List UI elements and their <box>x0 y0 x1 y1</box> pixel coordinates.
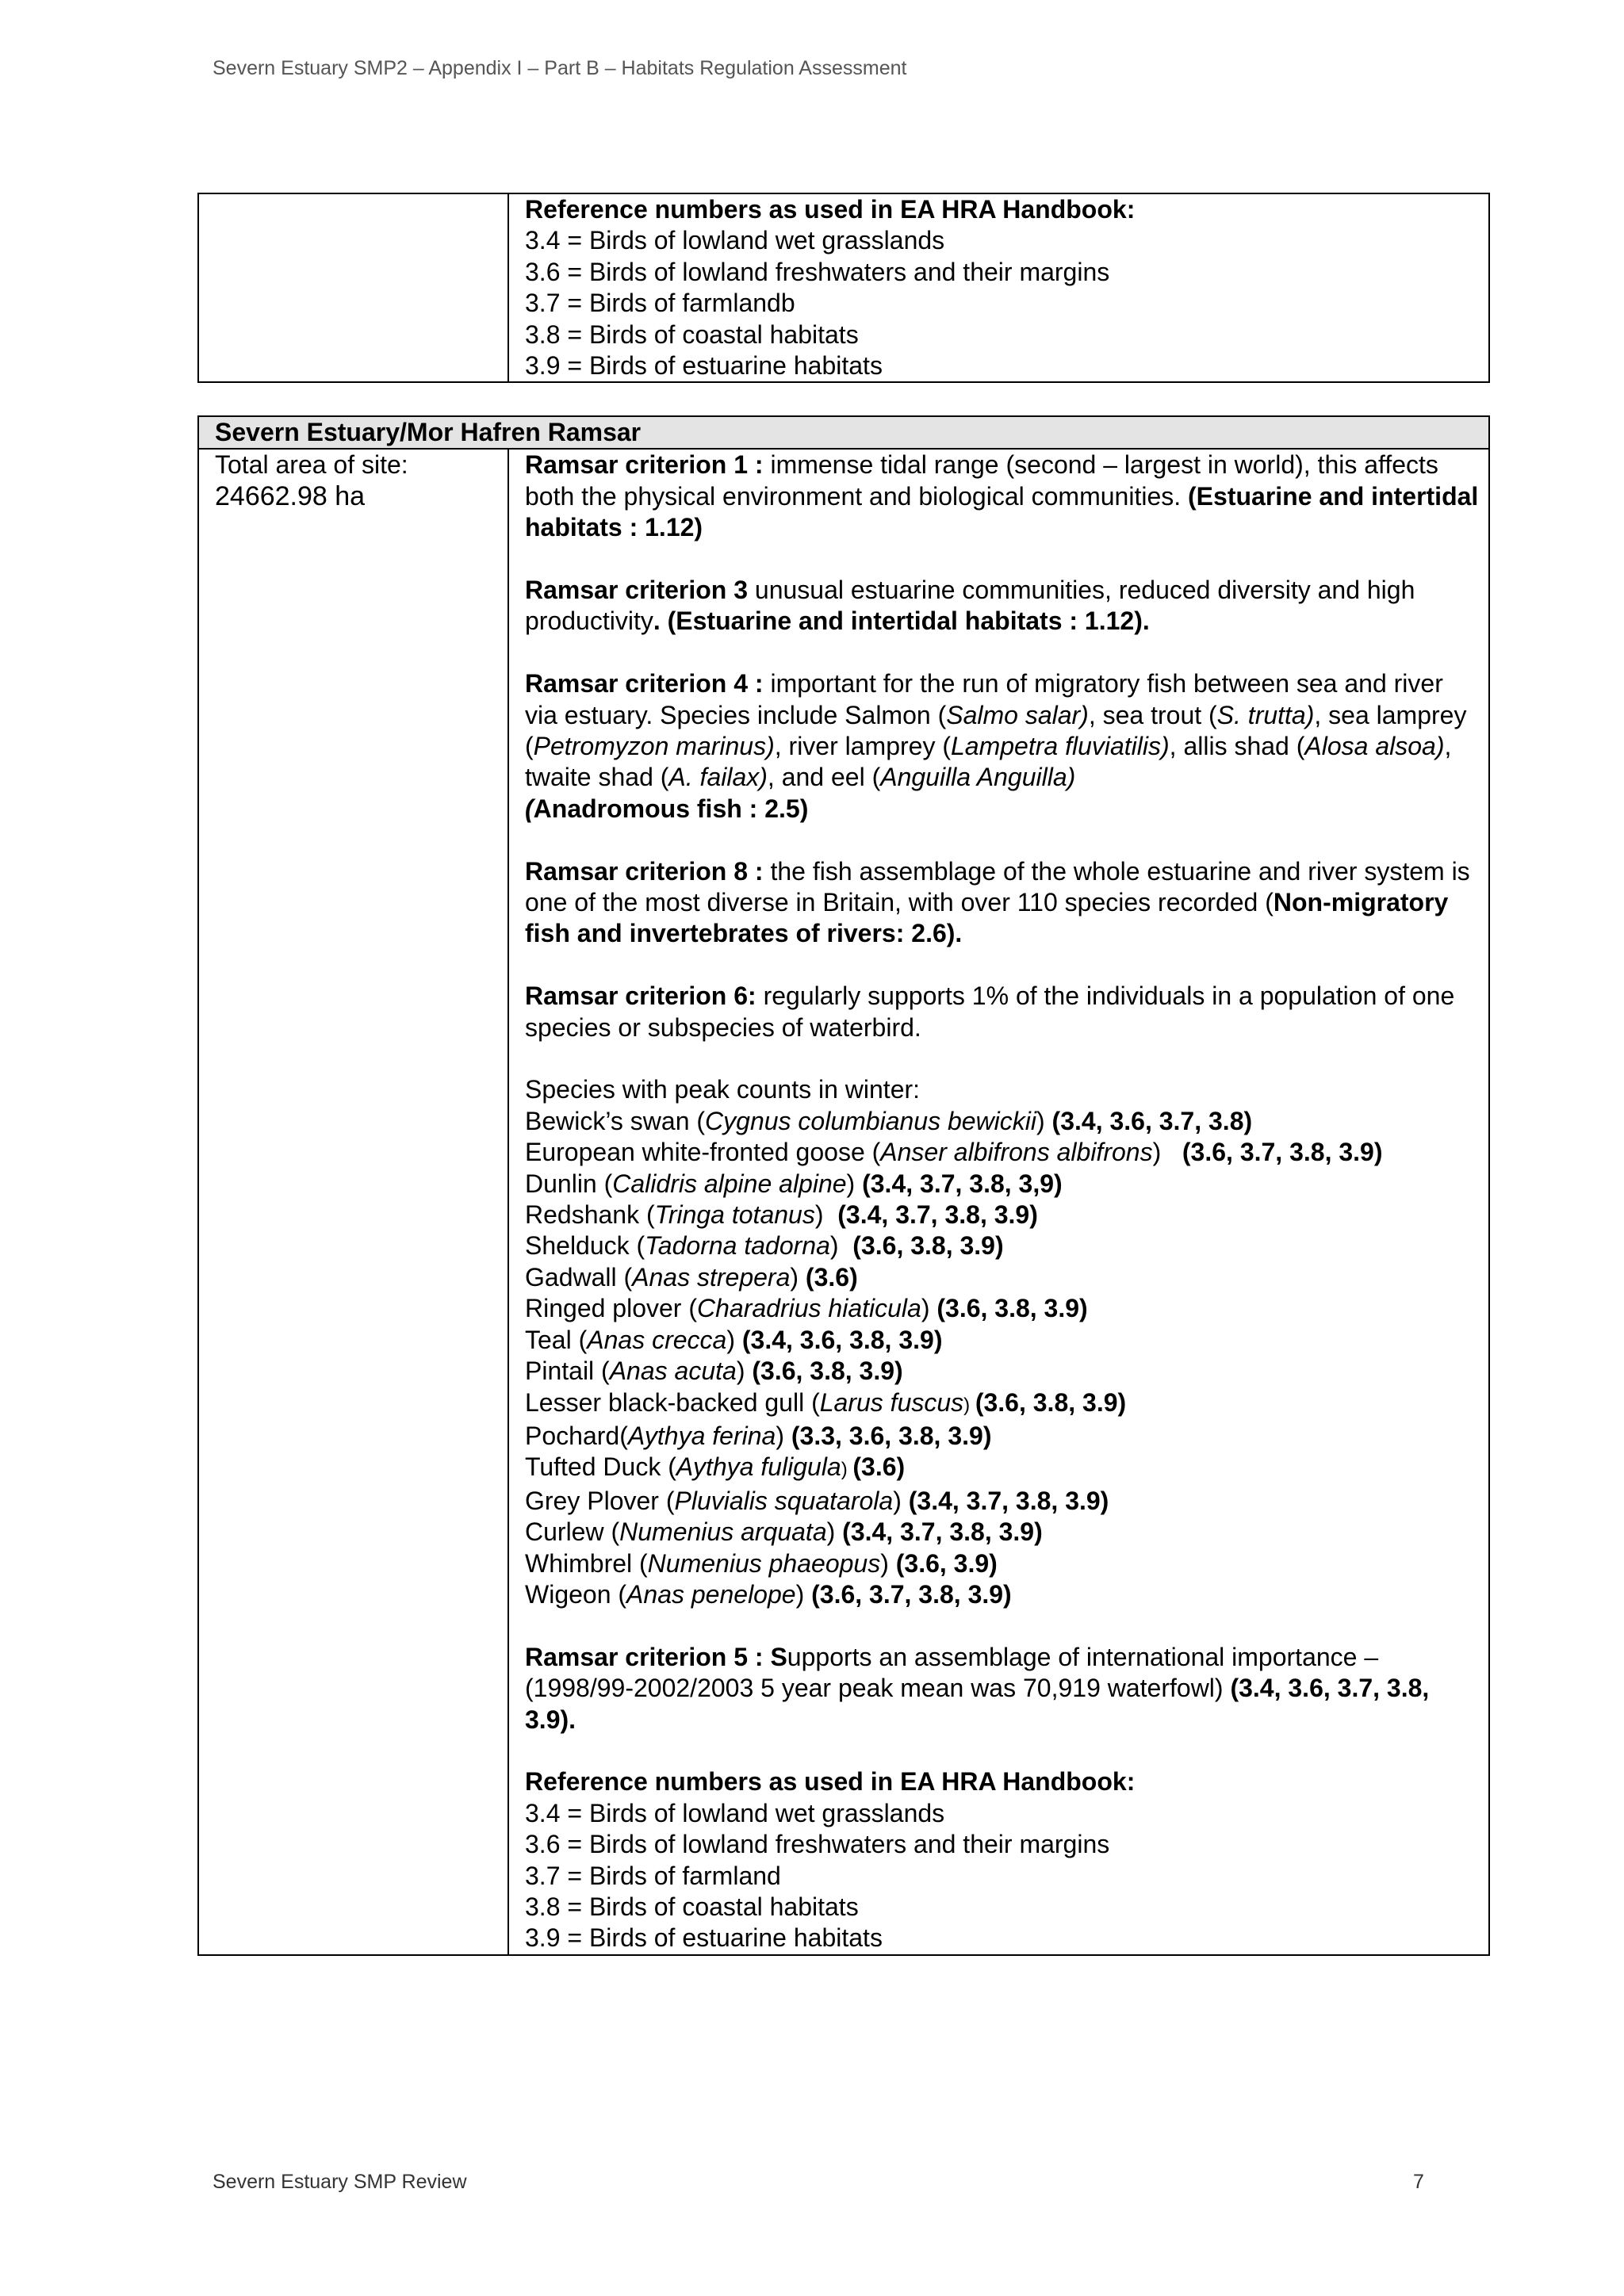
species-latin: Lampetra fluviatilis) <box>951 732 1170 761</box>
species-intro: Species with peak counts in winter: <box>525 1075 921 1104</box>
species-latin: Alosa alsoa) <box>1304 732 1445 761</box>
criterion-label: Ramsar criterion 1 : <box>525 450 764 480</box>
ramsar-table-title: Severn Estuary/Mor Hafren Ramsar <box>198 416 1489 449</box>
species-row: European white-fronted goose (Anser albifrons albifrons) (3.6, 3.7, 3.8, 3.9) <box>525 1138 1383 1167</box>
reference-item: 3.8 = Birds of coastal habitats <box>525 320 859 349</box>
reference-item: 3.7 = Birds of farmlandb <box>525 289 795 318</box>
species-latin: Petromyzon marinus) <box>533 732 775 761</box>
species-list <box>525 1074 1480 1610</box>
area-value: 24662.98 ha <box>215 480 366 511</box>
species-latin: A. failax) <box>668 763 768 792</box>
reference-block <box>525 1766 1480 1954</box>
criterion-tag: . (Estuarine and intertidal habitats : 1.12). <box>653 607 1150 636</box>
criterion-8 <box>525 856 1480 950</box>
species-row: Redshank (Tringa totanus) (3.4, 3.7, 3.8, 3.9) <box>525 1200 1038 1230</box>
criterion-6 <box>525 981 1480 1043</box>
ramsar-table <box>197 415 1490 1956</box>
reference-item: 3.4 = Birds of lowland wet grasslands <box>525 226 945 255</box>
criterion-tag: (Estuarine and intertidal habitats : 1.12) <box>525 481 1479 542</box>
page-number: 7 <box>1413 2171 1424 2193</box>
criterion-tag: (3.4, 3.6, 3.7, 3.8, 3.9). <box>525 1674 1430 1734</box>
species-row: Tufted Duck (Aythya fuligula) (3.6) <box>525 1452 906 1482</box>
criterion-label: Ramsar criterion 6: <box>525 982 756 1011</box>
empty-cell <box>198 193 508 382</box>
criterion-text: unusual estuarine communities, reduced diversity and high productivity <box>525 576 1415 636</box>
species-latin: Anguilla Anguilla) <box>880 763 1076 792</box>
criterion-tag: ( <box>525 794 534 823</box>
criterion-text: , river lamprey ( <box>774 732 951 761</box>
criteria-cell <box>508 449 1489 1954</box>
criterion-label: Ramsar criterion 4 : <box>525 669 764 698</box>
reference-table-continued <box>197 193 1490 383</box>
page-footer: Severn Estuary SMP Review <box>213 2171 467 2193</box>
reference-item: 3.6 = Birds of lowland freshwaters and their margins <box>525 257 1110 286</box>
species-row: Bewick’s swan (Cygnus columbianus bewickii) (3.4, 3.6, 3.7, 3.8) <box>525 1106 1253 1135</box>
criterion-text: the fish assemblage of the whole estuarine and river system is one of the most diverse in Britain, with over 110 species recorded ( <box>525 856 1470 917</box>
species-row: Whimbrel (Numenius phaeopus) (3.6, 3.9) <box>525 1548 998 1578</box>
species-row: Dunlin (Calidris alpine alpine) (3.4, 3.7, 3.8, 3,9) <box>525 1169 1063 1198</box>
criterion-text: important for the run of migratory fish between sea and river via estuary. Species include Salmon ( <box>525 669 1443 729</box>
reference-item: 3.4 = Birds of lowland wet grasslands <box>525 1798 945 1827</box>
species-latin: Salmo salar) <box>946 700 1089 729</box>
reference-item: 3.8 = Birds of coastal habitats <box>525 1892 859 1921</box>
criterion-text: , allis shad ( <box>1169 732 1305 761</box>
criterion-3 <box>525 575 1480 637</box>
reference-item: 3.6 = Birds of lowland freshwaters and their margins <box>525 1830 1110 1859</box>
criterion-1 <box>525 450 1480 543</box>
criterion-label: Ramsar criterion 8 : <box>525 856 764 886</box>
species-row: Ringed plover (Charadrius hiaticula) (3.6, 3.8, 3.9) <box>525 1294 1088 1323</box>
criterion-text: , and eel ( <box>767 763 881 792</box>
species-latin: S. trutta) <box>1216 700 1315 729</box>
criterion-text: immense tidal range (second – largest in world), this affects both the physical environment and biological communities. <box>525 450 1438 511</box>
species-row: Gadwall (Anas strepera) (3.6) <box>525 1262 858 1292</box>
species-row: Pochard(Aythya ferina) (3.3, 3.6, 3.8, 3.9) <box>525 1421 992 1450</box>
species-row: Wigeon (Anas penelope) (3.6, 3.7, 3.8, 3.9) <box>525 1579 1012 1609</box>
species-row: Lesser black-backed gull (Larus fuscus) (3.6, 3.8, 3.9) <box>525 1387 1127 1417</box>
reference-cell <box>508 193 1489 382</box>
area-label: Total area of site: <box>215 450 408 480</box>
criterion-text: regularly supports 1% of the individuals in a population of one species or subspecies of waterbird. <box>525 982 1455 1042</box>
criterion-tag: Non-migratory fish and invertebrates of rivers: 2.6). <box>525 888 1449 948</box>
reference-item: 3.7 = Birds of farmland <box>525 1861 781 1890</box>
criterion-text: , twaite shad ( <box>525 732 1452 792</box>
reference-item: 3.9 = Birds of estuarine habitats <box>525 351 883 381</box>
species-row: Curlew (Numenius arquata) (3.4, 3.7, 3.8, 3.9) <box>525 1517 1043 1547</box>
criterion-text: upports an assemblage of international importance – (1998/99-2002/2003 5 year peak mean was 70,919 waterfowl) <box>525 1642 1379 1703</box>
species-row: Grey Plover (Pluvialis squatarola) (3.4, 3.7, 3.8, 3.9) <box>525 1486 1109 1515</box>
species-row: Pintail (Anas acuta) (3.6, 3.8, 3.9) <box>525 1357 903 1386</box>
page-header: Severn Estuary SMP2 – Appendix I – Part B – Habitats Regulation Assessment <box>213 57 907 79</box>
criterion-5 <box>525 1642 1480 1735</box>
reference-item: 3.9 = Birds of estuarine habitats <box>525 1923 883 1953</box>
criterion-4 <box>525 668 1480 825</box>
reference-heading: Reference numbers as used in EA HRA Handbook: <box>525 1767 1136 1797</box>
criterion-label: Ramsar criterion 3 <box>525 576 749 605</box>
criterion-text: , sea trout ( <box>1088 700 1217 729</box>
species-row: Teal (Anas crecca) (3.4, 3.6, 3.8, 3.9) <box>525 1325 943 1354</box>
site-area-cell <box>198 449 508 1954</box>
criterion-text: , sea lamprey ( <box>525 700 1467 761</box>
species-row: Shelduck (Tadorna tadorna) (3.6, 3.8, 3.9) <box>525 1231 1004 1261</box>
criterion-label: Ramsar criterion 5 : S <box>525 1642 787 1671</box>
criterion-tag: Anadromous fish : 2.5) <box>533 794 809 823</box>
reference-heading: Reference numbers as used in EA HRA Handbook: <box>525 195 1136 224</box>
